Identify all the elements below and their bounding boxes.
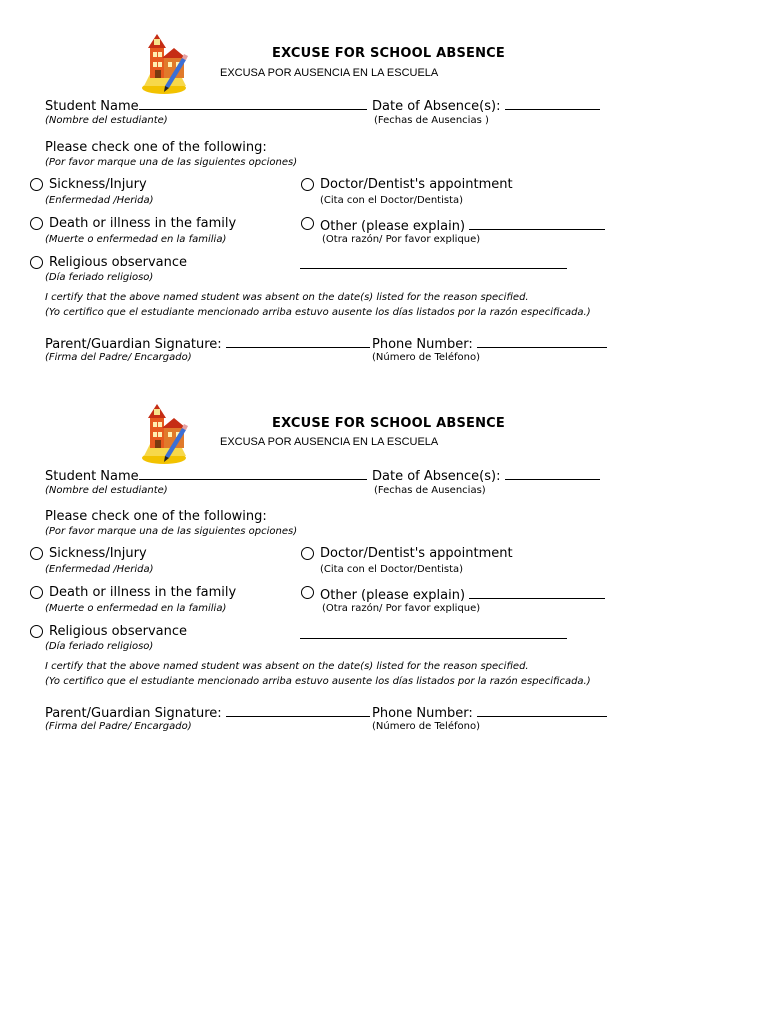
phone-label: Phone Number: [372, 334, 607, 352]
signature-es: (Firma del Padre/ Encargado) [45, 352, 192, 363]
phone-es: (Número de Teléfono) [372, 721, 480, 732]
religious-label: Religious observance [49, 624, 187, 639]
certify-statement: I certify that the above named student was absent on the date(s) listed for the reason specified. [45, 292, 529, 303]
religious-radio[interactable] [30, 625, 43, 638]
death-radio[interactable] [30, 217, 43, 230]
student-name-field[interactable] [139, 96, 367, 110]
date-of-absence-es: (Fechas de Ausencias) [374, 485, 486, 496]
student-name-field[interactable] [139, 466, 367, 480]
check-prompt: Please check one of the following: [45, 509, 267, 524]
doctor-label: Doctor/Dentist's appointment [320, 177, 513, 192]
doctor-es: (Cita con el Doctor/Dentista) [320, 564, 464, 575]
certify-statement-es: (Yo certifico que el estudiante mencionado arriba estuvo ausente los días listados por la razón especificada.) [45, 676, 591, 687]
religious-es: (Día feriado religioso) [45, 272, 154, 283]
certify-statement: I certify that the above named student was absent on the date(s) listed for the reason specified. [45, 661, 529, 672]
other-es: (Otra razón/ Por favor explique) [322, 603, 481, 614]
death-label: Death or illness in the family [49, 585, 237, 600]
school-house-icon [138, 30, 192, 96]
student-name-es: (Nombre del estudiante) [45, 115, 168, 126]
death-es: (Muerte o enfermedad en la familia) [45, 234, 227, 245]
phone-field[interactable] [477, 334, 607, 348]
other-label: Other (please explain) [320, 585, 605, 603]
doctor-radio[interactable] [301, 547, 314, 560]
other-explain-field[interactable] [469, 216, 605, 230]
certify-statement-es: (Yo certifico que el estudiante mencionado arriba estuvo ausente los días listados por la razón especificada.) [45, 307, 591, 318]
signature-label: Parent/Guardian Signature: [45, 334, 370, 352]
religious-label: Religious observance [49, 255, 187, 270]
student-name-es: (Nombre del estudiante) [45, 485, 168, 496]
sickness-radio[interactable] [30, 178, 43, 191]
form-title: EXCUSE FOR SCHOOL ABSENCE [272, 46, 505, 61]
other-radio[interactable] [301, 586, 314, 599]
signature-label: Parent/Guardian Signature: [45, 703, 370, 721]
school-house-icon [138, 400, 192, 466]
sickness-label: Sickness/Injury [49, 177, 147, 192]
other-explain-line-2[interactable] [300, 268, 567, 269]
doctor-es: (Cita con el Doctor/Dentista) [320, 195, 464, 206]
student-name-label: Student Name [45, 96, 367, 114]
other-explain-line-2[interactable] [300, 638, 567, 639]
check-prompt-es: (Por favor marque una de las siguientes opciones) [45, 526, 298, 537]
other-es: (Otra razón/ Por favor explique) [322, 234, 481, 245]
sickness-radio[interactable] [30, 547, 43, 560]
phone-es: (Número de Teléfono) [372, 352, 480, 363]
religious-es: (Día feriado religioso) [45, 641, 154, 652]
sickness-es: (Enfermedad /Herida) [45, 564, 154, 575]
form-title: EXCUSE FOR SCHOOL ABSENCE [272, 416, 505, 431]
excuse-form-1 [0, 0, 770, 370]
excuse-form-2 [0, 370, 770, 740]
death-radio[interactable] [30, 586, 43, 599]
date-of-absence-field[interactable] [505, 466, 600, 480]
phone-label: Phone Number: [372, 703, 607, 721]
signature-field[interactable] [226, 334, 370, 348]
doctor-label: Doctor/Dentist's appointment [320, 546, 513, 561]
other-label: Other (please explain) [320, 216, 605, 234]
form-subtitle: EXCUSA POR AUSENCIA EN LA ESCUELA [220, 67, 439, 79]
date-of-absence-field[interactable] [505, 96, 600, 110]
date-of-absence-es: (Fechas de Ausencias ) [374, 115, 489, 126]
death-es: (Muerte o enfermedad en la familia) [45, 603, 227, 614]
check-prompt-es: (Por favor marque una de las siguientes opciones) [45, 157, 298, 168]
signature-field[interactable] [226, 703, 370, 717]
student-name-label: Student Name [45, 466, 367, 484]
check-prompt: Please check one of the following: [45, 140, 267, 155]
sickness-es: (Enfermedad /Herida) [45, 195, 154, 206]
signature-es: (Firma del Padre/ Encargado) [45, 721, 192, 732]
sickness-label: Sickness/Injury [49, 546, 147, 561]
date-of-absence-label: Date of Absence(s): [372, 96, 600, 114]
phone-field[interactable] [477, 703, 607, 717]
other-radio[interactable] [301, 217, 314, 230]
doctor-radio[interactable] [301, 178, 314, 191]
religious-radio[interactable] [30, 256, 43, 269]
other-explain-field[interactable] [469, 585, 605, 599]
death-label: Death or illness in the family [49, 216, 237, 231]
date-of-absence-label: Date of Absence(s): [372, 466, 600, 484]
form-subtitle: EXCUSA POR AUSENCIA EN LA ESCUELA [220, 436, 439, 448]
